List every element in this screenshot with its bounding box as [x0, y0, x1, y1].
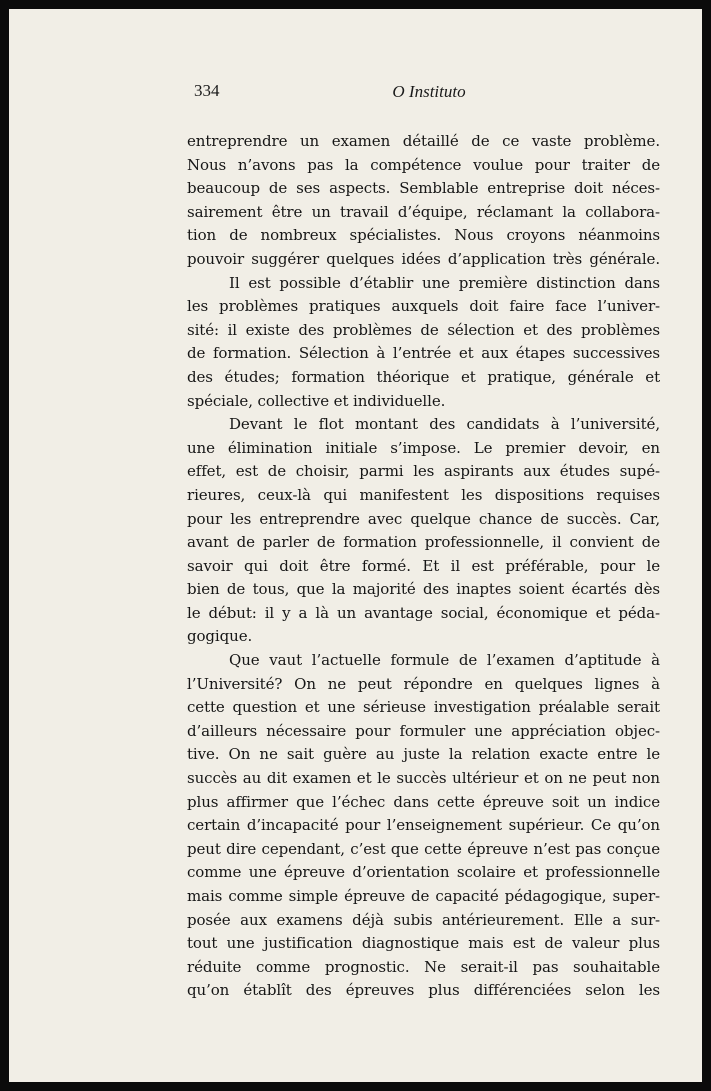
text-line: cette question et une sérieuse investigation préalable serait [187, 698, 660, 717]
text-line: comme une épreuve d’orientation scolaire et professionnelle [187, 863, 660, 882]
text-line: posée aux examens déjà subis antérieurement. Elle a sur- [187, 910, 660, 929]
text-line: l’Université? On ne peut répondre en quelques lignes à [187, 674, 660, 693]
text-line: tion de nombreux spécialistes. Nous croyons néanmoins [187, 226, 660, 245]
text-line: succès au dit examen et le succès ultérieur et on ne peut non [187, 769, 660, 788]
text-line: de formation. Sélection à l’entrée et aux étapes successives [187, 344, 660, 363]
text-line: certain d’incapacité pour l’enseignement supérieur. Ce qu’on [187, 816, 660, 835]
text-line: une élimination initiale s’impose. Le premier devoir, en [187, 438, 660, 457]
text-line: pouvoir suggérer quelques idées d’application très générale. [187, 249, 660, 268]
paragraph [187, 272, 660, 414]
text-line: rieures, ceux-là qui manifestent les dispositions requises [187, 485, 660, 504]
book-page [9, 9, 702, 1082]
running-title: O Instituto [392, 82, 466, 101]
text-line: des études; formation théorique et pratique, générale et [187, 367, 660, 386]
text-line: pour les entreprendre avec quelque chance de succès. Car, [187, 509, 660, 528]
text-line: Nous n’avons pas la compétence voulue pour traiter de [187, 155, 660, 174]
page-number: 334 [194, 81, 220, 100]
text-line: mais comme simple épreuve de capacité pédagogique, super- [187, 887, 660, 905]
text-line: d’ailleurs nécessaire pour formuler une appréciation objec- [187, 721, 660, 740]
text-line: sairement être un travail d’équipe, réclamant la collabora- [187, 202, 660, 221]
text-line: réduite comme prognostic. Ne serait-il pas souhaitable [187, 957, 660, 976]
text-line: effet, est de choisir, parmi les aspirants aux études supé- [187, 462, 660, 481]
text-line: avant de parler de formation professionnelle, il convient de [187, 533, 660, 552]
text-line: savoir qui doit être formé. Et il est préférable, pour le [187, 556, 660, 575]
text-line: beaucoup de ses aspects. Semblable entreprise doit néces- [187, 179, 660, 198]
paragraph [187, 413, 660, 649]
text-line: spéciale, collective et individuelle. [187, 391, 446, 410]
page-header [194, 81, 664, 105]
text-line: entreprendre un examen détaillé de ce vaste problème. [187, 132, 660, 150]
text-line: bien de tous, que la majorité des inaptes soient écartés dès [187, 580, 660, 599]
text-line: sité: il existe des problèmes de sélection et des problèmes [187, 320, 660, 339]
paragraph [187, 130, 660, 272]
text-line: tive. On ne sait guère au juste la relation exacte entre le [187, 745, 660, 764]
text-line: peut dire cependant, c’est que cette épreuve n’est pas conçue [187, 839, 660, 858]
paragraph [187, 649, 660, 1003]
text-line: Il est possible d’établir une première distinction dans [229, 273, 660, 292]
text-line: Devant le flot montant des candidats à l’université, [229, 415, 660, 434]
text-line: gogique. [187, 627, 253, 646]
text-line: qu’on établît des épreuves plus différenciées selon les [187, 981, 660, 1000]
text-line: Que vaut l’actuelle formule de l’examen d’aptitude à [229, 651, 660, 670]
text-line: plus affirmer que l’échec dans cette épreuve soit un indice [187, 792, 660, 811]
body-text [187, 130, 660, 1003]
text-line: les problèmes pratiques auxquels doit faire face l’univer- [187, 297, 660, 316]
text-line: le début: il y a là un avantage social, économique et péda- [187, 603, 660, 622]
text-line: tout une justification diagnostique mais est de valeur plus [187, 934, 660, 953]
